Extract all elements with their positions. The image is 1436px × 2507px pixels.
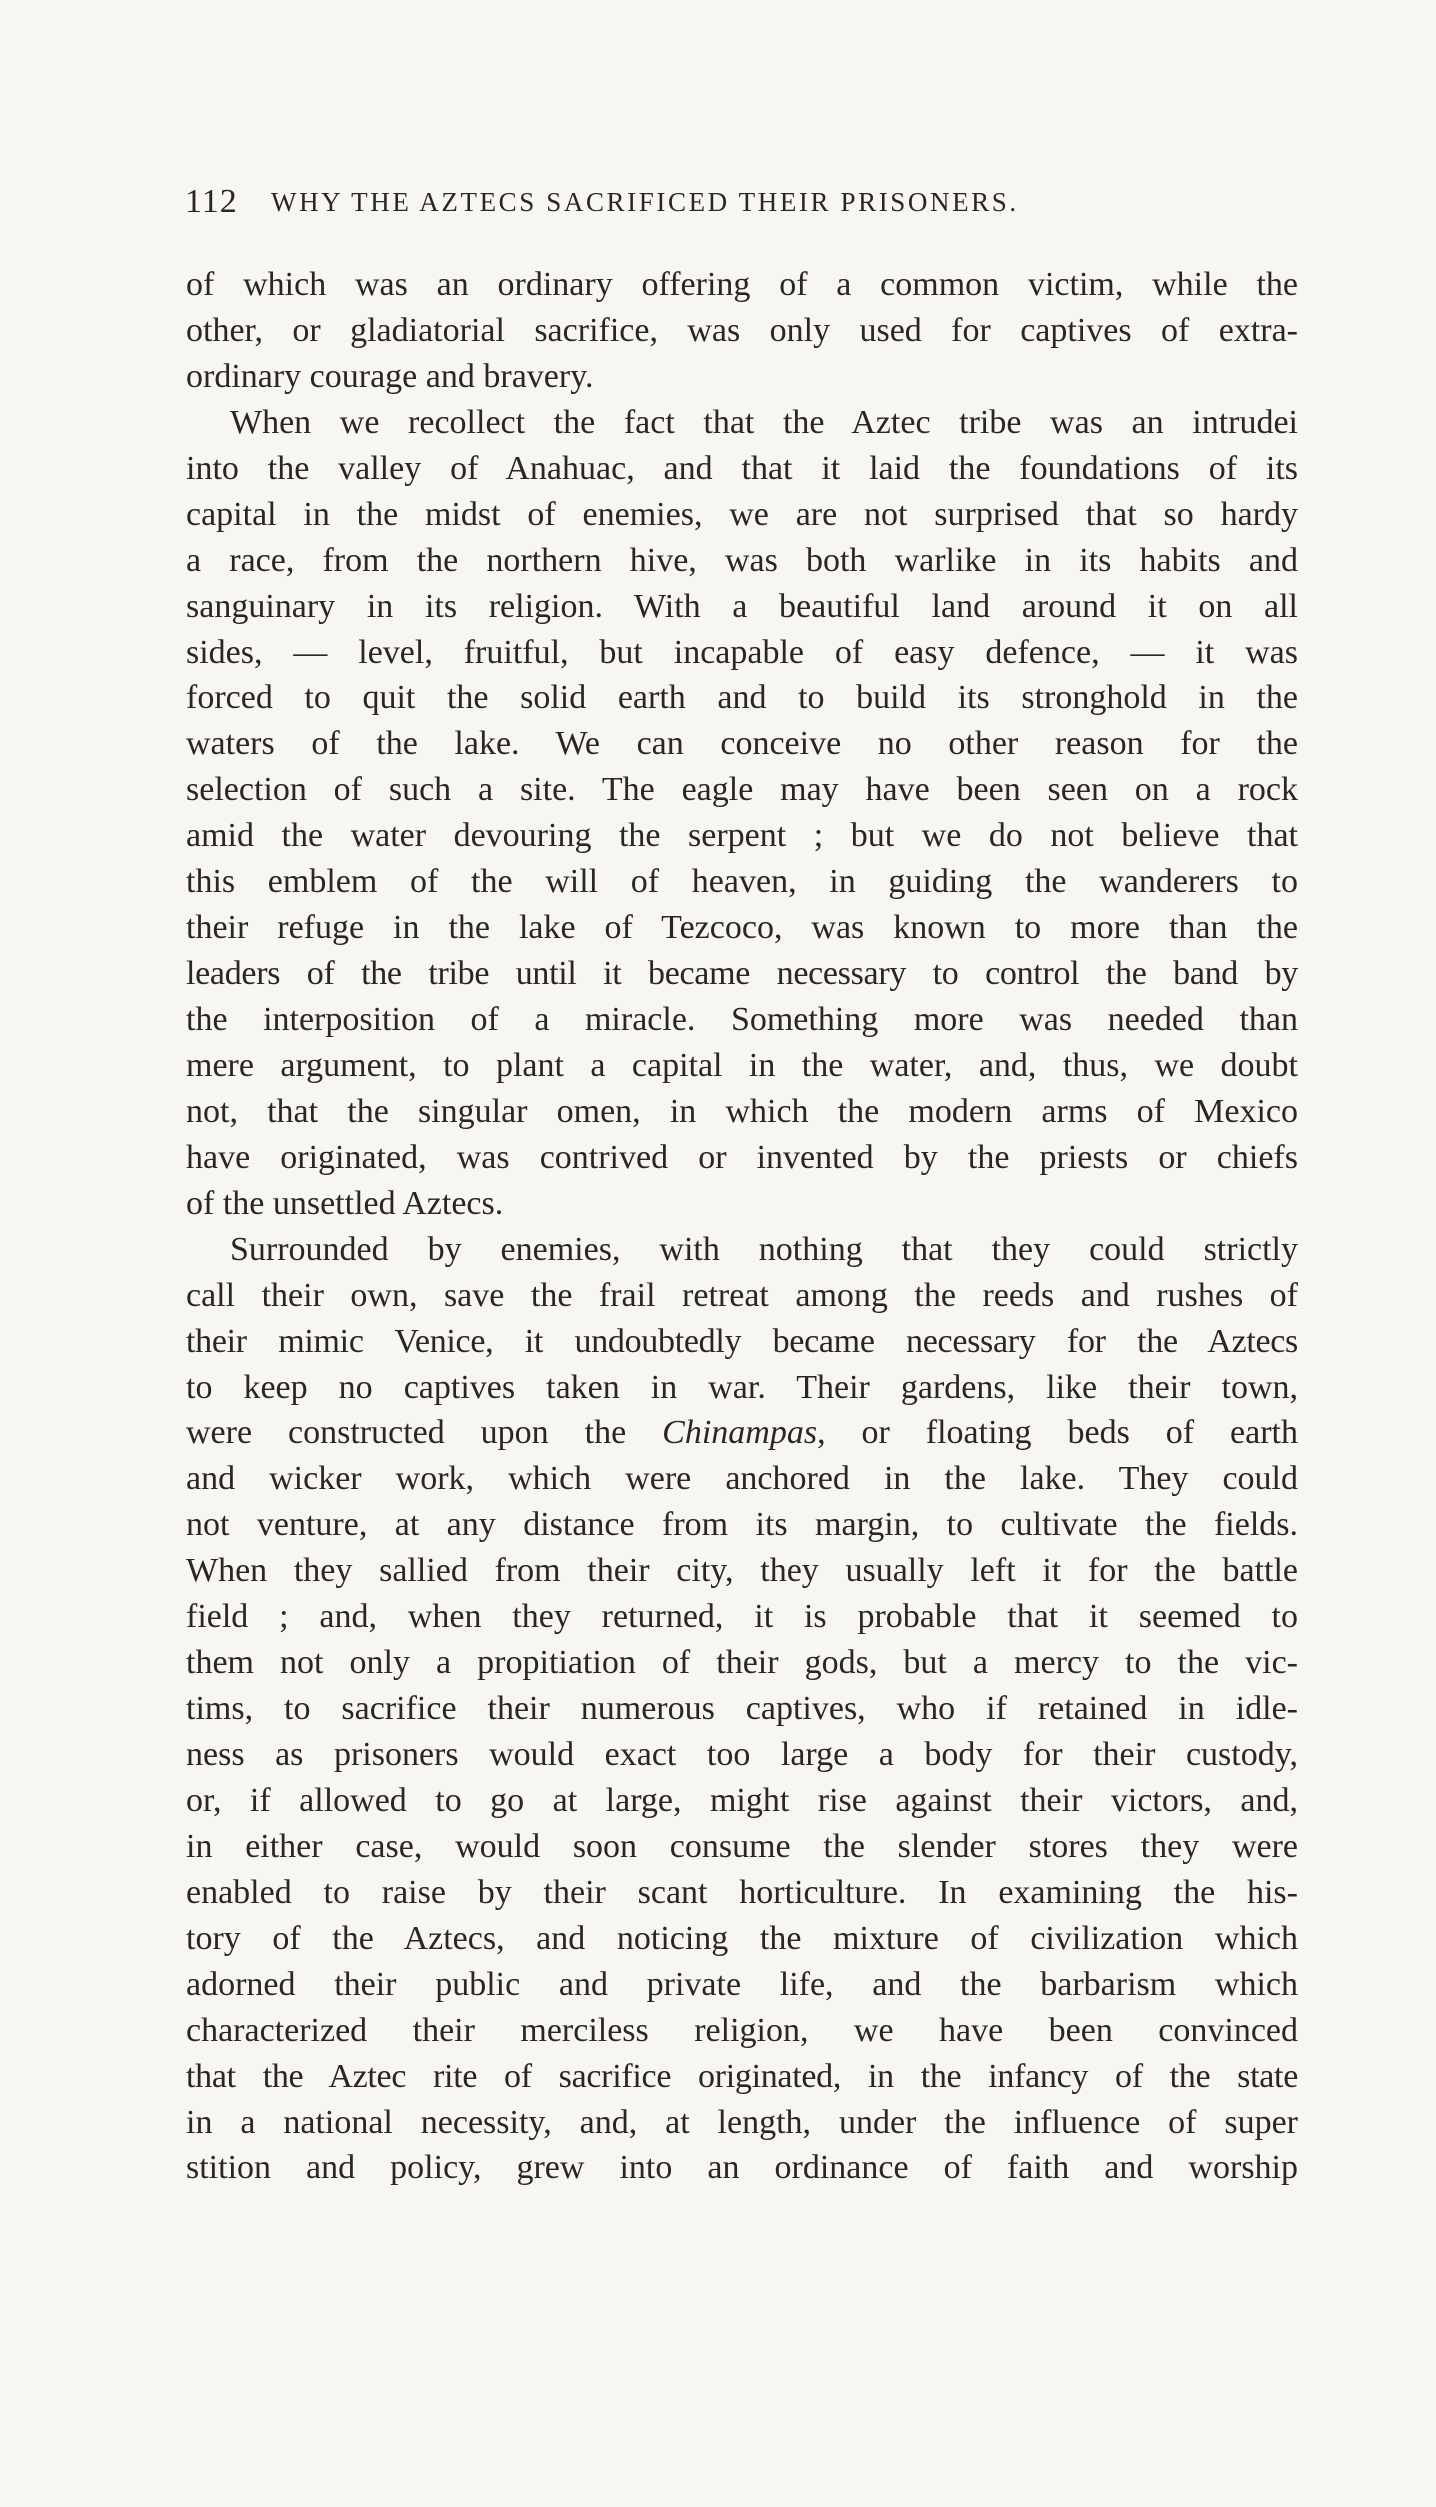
text-line: of which was an ordinary offering of a common victim, while the (186, 266, 1298, 303)
text-line: stition and policy, grew into an ordinance of faith and worship (186, 2149, 1298, 2187)
text-line: characterized their merciless religion, we have been convinced (186, 2011, 1298, 2049)
text-line: tory of the Aztecs, and noticing the mixture of civilization which (186, 1919, 1298, 1957)
text-line: When they sallied from their city, they usually left it for the battle (186, 1552, 1298, 1590)
text-line: mere argument, to plant a capital in the water, and, thus, we doubt (186, 1046, 1298, 1084)
page-number: 112 (185, 183, 238, 220)
text-line: call their own, save the frail retreat among the reeds and rushes of (186, 1276, 1298, 1314)
text-line: a race, from the northern hive, was both warlike in its habits and (186, 541, 1298, 579)
paragraph-start-line: When we recollect the fact that the Aztec tribe was an intrudei (230, 403, 1298, 441)
running-title: WHY THE AZTECS SACRIFICED THEIR PRISONERS. (271, 187, 1019, 217)
text-line: their mimic Venice, it undoubtedly became necessary for the Aztecs (186, 1322, 1298, 1360)
text-line: capital in the midst of enemies, we are not surprised that so hardy (186, 495, 1298, 533)
text-line: enabled to raise by their scant horticulture. In examining the his- (186, 1873, 1298, 1911)
text-line: ordinary courage and bravery. (186, 357, 594, 395)
text-line: have originated, was contrived or invented by the priests or chiefs (186, 1138, 1298, 1176)
text-line: tims, to sacrifice their numerous captives, who if retained in idle- (186, 1690, 1298, 1728)
text-line: amid the water devouring the serpent ; but we do not believe that (186, 817, 1298, 855)
text-line: not venture, at any distance from its margin, to cultivate the fields. (186, 1506, 1298, 1544)
text-segment: were constructed upon the (186, 1414, 627, 1452)
text-segment: , or floating beds of earth (817, 1414, 1298, 1452)
text-line: that the Aztec rite of sacrifice originated, in the infancy of the state (186, 2057, 1298, 2095)
body-text (186, 262, 1298, 2191)
text-line: sanguinary in its religion. With a beautiful land around it on all (186, 587, 1298, 625)
text-line: leaders of the tribe until it became necessary to control the band by (186, 955, 1298, 993)
text-line: in a national necessity, and, at length, under the influence of super (186, 2103, 1298, 2141)
text-line: the interposition of a miracle. Something more was needed than (186, 1001, 1298, 1038)
text-line-with-italic (186, 1410, 1298, 1456)
text-line: to keep no captives taken in war. Their gardens, like their town, (186, 1368, 1298, 1406)
text-line: sides, — level, fruitful, but incapable of easy defence, — it was (186, 633, 1298, 671)
text-line: or, if allowed to go at large, might rise against their victors, and, (186, 1781, 1298, 1819)
text-line: field ; and, when they returned, it is probable that it seemed to (186, 1598, 1298, 1636)
text-line: of the unsettled Aztecs. (186, 1184, 504, 1222)
text-line: ness as prisoners would exact too large a body for their custody, (186, 1736, 1298, 1773)
text-line: and wicker work, which were anchored in the lake. They could (186, 1460, 1298, 1498)
text-line: them not only a propitiation of their gods, but a mercy to the vic- (186, 1644, 1298, 1682)
italic-term-chinampas: Chinampas (662, 1414, 818, 1452)
text-line: into the valley of Anahuac, and that it laid the foundations of its (186, 449, 1298, 487)
text-line: not, that the singular omen, in which the modern arms of Mexico (186, 1092, 1298, 1130)
text-line: their refuge in the lake of Tezcoco, was known to more than the (186, 909, 1298, 947)
running-head (185, 183, 1295, 223)
text-line: waters of the lake. We can conceive no other reason for the (186, 725, 1298, 763)
text-line: in either case, would soon consume the slender stores they were (186, 1827, 1298, 1865)
text-line: this emblem of the will of heaven, in guiding the wanderers to (186, 863, 1298, 901)
text-line: other, or gladiatorial sacrifice, was only used for captives of extra- (186, 311, 1298, 349)
text-line: selection of such a site. The eagle may have been seen on a rock (186, 771, 1298, 809)
text-line: forced to quit the solid earth and to build its stronghold in the (186, 679, 1298, 717)
paragraph-start-line: Surrounded by enemies, with nothing that they could strictly (230, 1230, 1298, 1268)
text-line: adorned their public and private life, and the barbarism which (186, 1965, 1298, 2003)
